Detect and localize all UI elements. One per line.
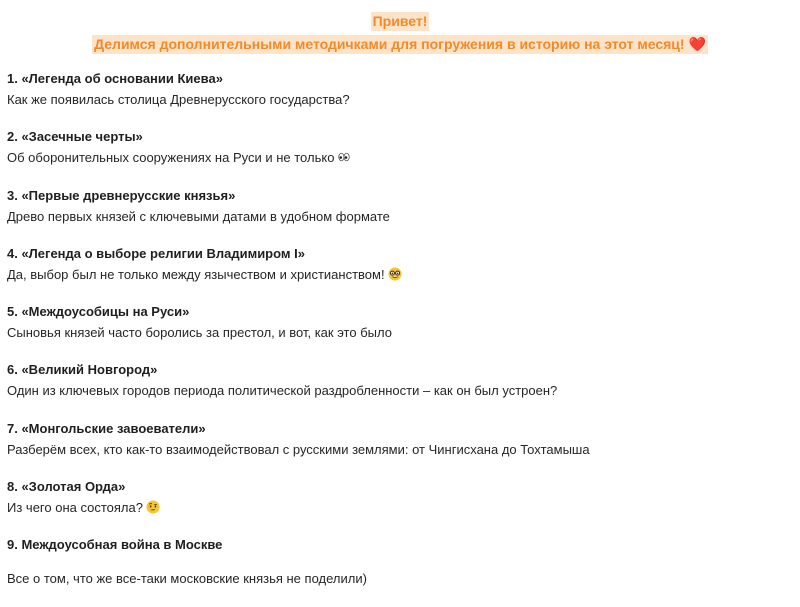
message-header: [0, 0, 800, 54]
item-title: 7. «Монгольские завоеватели»: [7, 420, 206, 436]
item-title: 8. «Золотая Орда»: [7, 479, 126, 495]
list-item: [7, 303, 787, 361]
red-heart-emoji: ❤️: [688, 36, 706, 52]
list-item: [7, 70, 787, 128]
list-item: [7, 536, 787, 594]
face-with-raised-eyebrow-emoji: [146, 500, 160, 514]
list-item: [7, 245, 787, 303]
intro-text: Делимся дополнительными методичками для погружения в историю на этот месяц!: [94, 36, 685, 52]
methodics-list: [7, 70, 787, 595]
item-description: Все о том, что же все-таки московские князья не поделили): [7, 571, 367, 587]
item-description: Сыновья князей часто боролись за престол, и вот, как это было: [7, 325, 392, 341]
item-description: Да, выбор был не только между язычеством и христианством!: [7, 266, 385, 282]
eyes-emoji: [337, 150, 351, 164]
list-item: [7, 420, 787, 478]
list-item: [7, 361, 787, 419]
item-title: 9. Междоусобная война в Москве: [7, 537, 223, 553]
greeting-text: Привет!: [372, 13, 428, 29]
list-item: [7, 128, 787, 186]
item-description: Разберём всех, кто как-то взаимодействовал с русскими землями: от Чингисхана до Тохтамыша: [7, 441, 590, 457]
item-title: 5. «Междоусобицы на Руси»: [7, 304, 190, 320]
intro-text-highlight: [92, 35, 708, 54]
item-description: Из чего она состояла?: [7, 500, 143, 516]
nerd-face-emoji: [388, 267, 402, 281]
item-description: Об оборонительных сооружениях на Руси и не только: [7, 150, 335, 166]
item-title: 3. «Первые древнерусские князья»: [7, 187, 236, 203]
item-description: Один из ключевых городов периода политической раздробленности – как он был устроен?: [7, 383, 558, 399]
item-title: 2. «Засечные черты»: [7, 129, 143, 145]
item-title: 1. «Легенда об основании Киева»: [7, 71, 223, 86]
item-title: 4. «Легенда о выборе религии Владимиром I»: [7, 245, 305, 261]
list-item: [7, 478, 787, 536]
item-description: Древо первых князей с ключевыми датами в удобном формате: [7, 208, 390, 224]
list-item: [7, 187, 787, 245]
item-title: 6. «Великий Новгород»: [7, 362, 158, 378]
item-description: Как же появилась столица Древнерусского государства?: [7, 92, 350, 107]
